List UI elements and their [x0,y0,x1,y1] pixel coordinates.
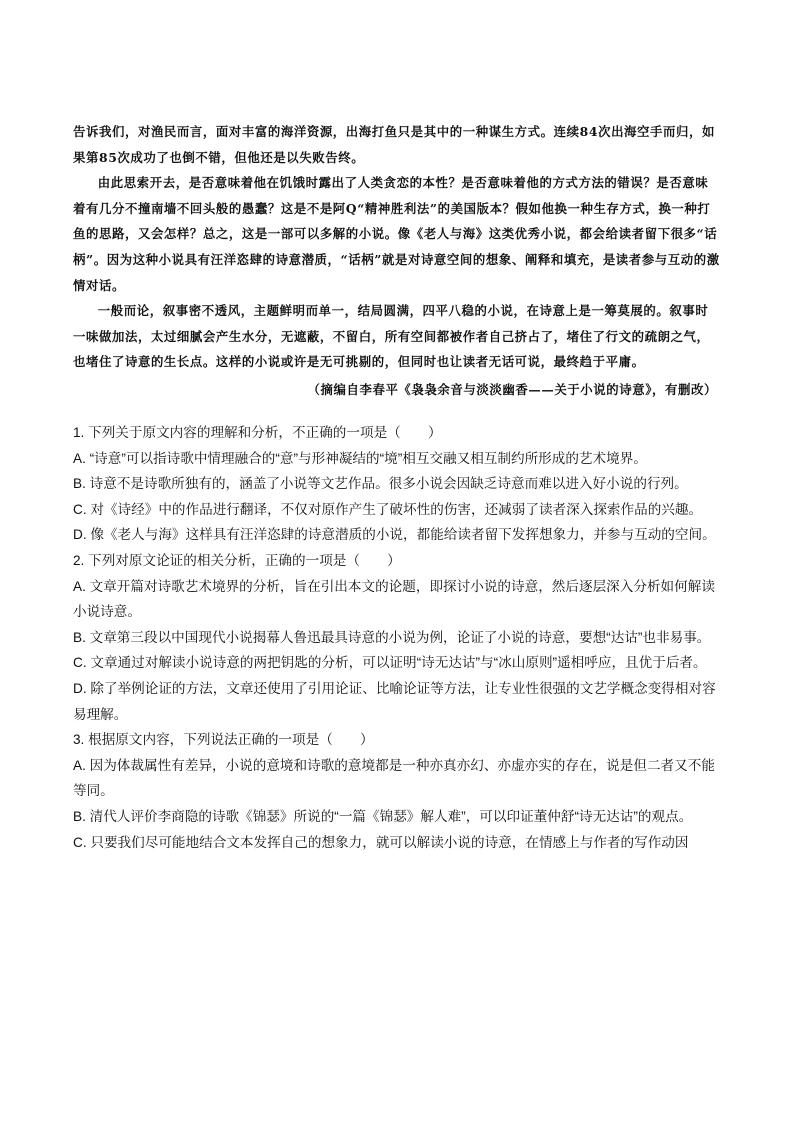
question-1-option-c: C. 对《诗经》中的作品进行翻译，不仅对原作产生了破坏性的伤害，还减弱了读者深入探索作品的兴趣。 [73,501,703,517]
question-3-option-c: C. 只要我们尽可能地结合文本发挥自己的想象力，就可以解读小说的诗意，在情感上与作者的写作动因 [73,834,689,850]
question-1-option-a: A. “诗意”可以指诗歌中情理融合的“意”与形神凝结的“境”相互交融又相互制约所形成的艺术境界。 [73,450,647,466]
question-list [73,420,721,855]
question-1-option-b: B. 诗意不是诗歌所独有的，涵盖了小说等文艺作品。很多小说会因缺乏诗意而难以进入好小说的行列。 [73,476,688,492]
question-2-option-d: D. 除了举例论证的方法，文章还使用了引用论证、比喻论证等方法，让专业性很强的文艺学概念变得相对容易理解。 [73,680,716,722]
question-3-stem: 3. 根据原文内容，下列说法正确的一项是（ ） [73,732,374,748]
passage-paragraph-3: 一般而论，叙事密不透风，主题鲜明而单一，结局圆满，四平八稳的小说，在诗意上是一筹莫展的。叙事时一味做加法，太过细腻会产生水分，无遮蔽，不留白，所有空间都被作者自己挤占了，堵住了行文的疏朗之气，也堵住了诗意的生长点。这样的小说或许是无可挑剔的，但同时也让读者无话可说，最终趋于平庸。 [73,303,710,370]
question-3-option-b: B. 清代人评价李商隐的诗歌《锦瑟》所说的“一篇《锦瑟》解人难”，可以印证董仲舒“诗无达诂”的观点。 [73,808,693,824]
question-2-option-c: C. 文章通过对解读小说诗意的两把钥匙的分析，可以证明“诗无达诂”与“冰山原则”遥相呼应，且优于后者。 [73,655,707,671]
question-2-option-b: B. 文章第三段以中国现代小说揭幕人鲁迅最具诗意的小说为例，论证了小说的诗意，要想“达诂”也非易事。 [73,629,711,645]
reading-passage [73,119,721,403]
question-1-option-d: D. 像《老人与海》这样具有汪洋恣肆的诗意潜质的小说，都能给读者留下发挥想象力，并参与互动的空间。 [73,527,716,543]
question-1-stem: 1. 下列关于原文内容的理解和分析，不正确的一项是（ ） [73,425,442,440]
question-2-stem: 2. 下列对原文论证的相关分析，正确的一项是（ ） [73,552,401,568]
question-3-option-a: A. 因为体裁属性有差异，小说的意境和诗歌的意境都是一种亦真亦幻、亦虚亦实的存在，说是但二者又不能等同。 [73,757,715,799]
passage-paragraph-1: 告诉我们，对渔民而言，面对丰富的海洋资源，出海打鱼只是其中的一种谋生方式。连续84次出海空手而归，如果第85次成功了也倒不错，但他还是以失败告终。 [73,124,715,165]
passage-source: （摘编自李春平《袅袅余音与淡淡幽香——关于小说的诗意》，有删改） [307,381,717,397]
question-2-option-a: A. 文章开篇对诗歌艺术境界的分析，旨在引出本文的论题，即探讨小说的诗意，然后逐层深入分析如何解读小说诗意。 [73,578,715,620]
passage-paragraph-2: 由此思索开去，是否意味着他在饥饿时露出了人类贪恋的本性？是否意味着他的方式方法的错误？是否意味着有几分不撞南墙不回头般的愚蠢？这是不是阿Q“精神胜利法”的美国版本？假如他换一种生存方式，换一种打鱼的思路，又会怎样？总之，这是一部可以多解的小说。像《老人与海》这类优秀小说，都会给读者留下很多“话柄”。因为这种小说具有汪洋恣肆的诗意潜质，“话柄”就是对诗意空间的想象、阐释和填充，是读者参与互动的激情对话。 [73,175,720,293]
